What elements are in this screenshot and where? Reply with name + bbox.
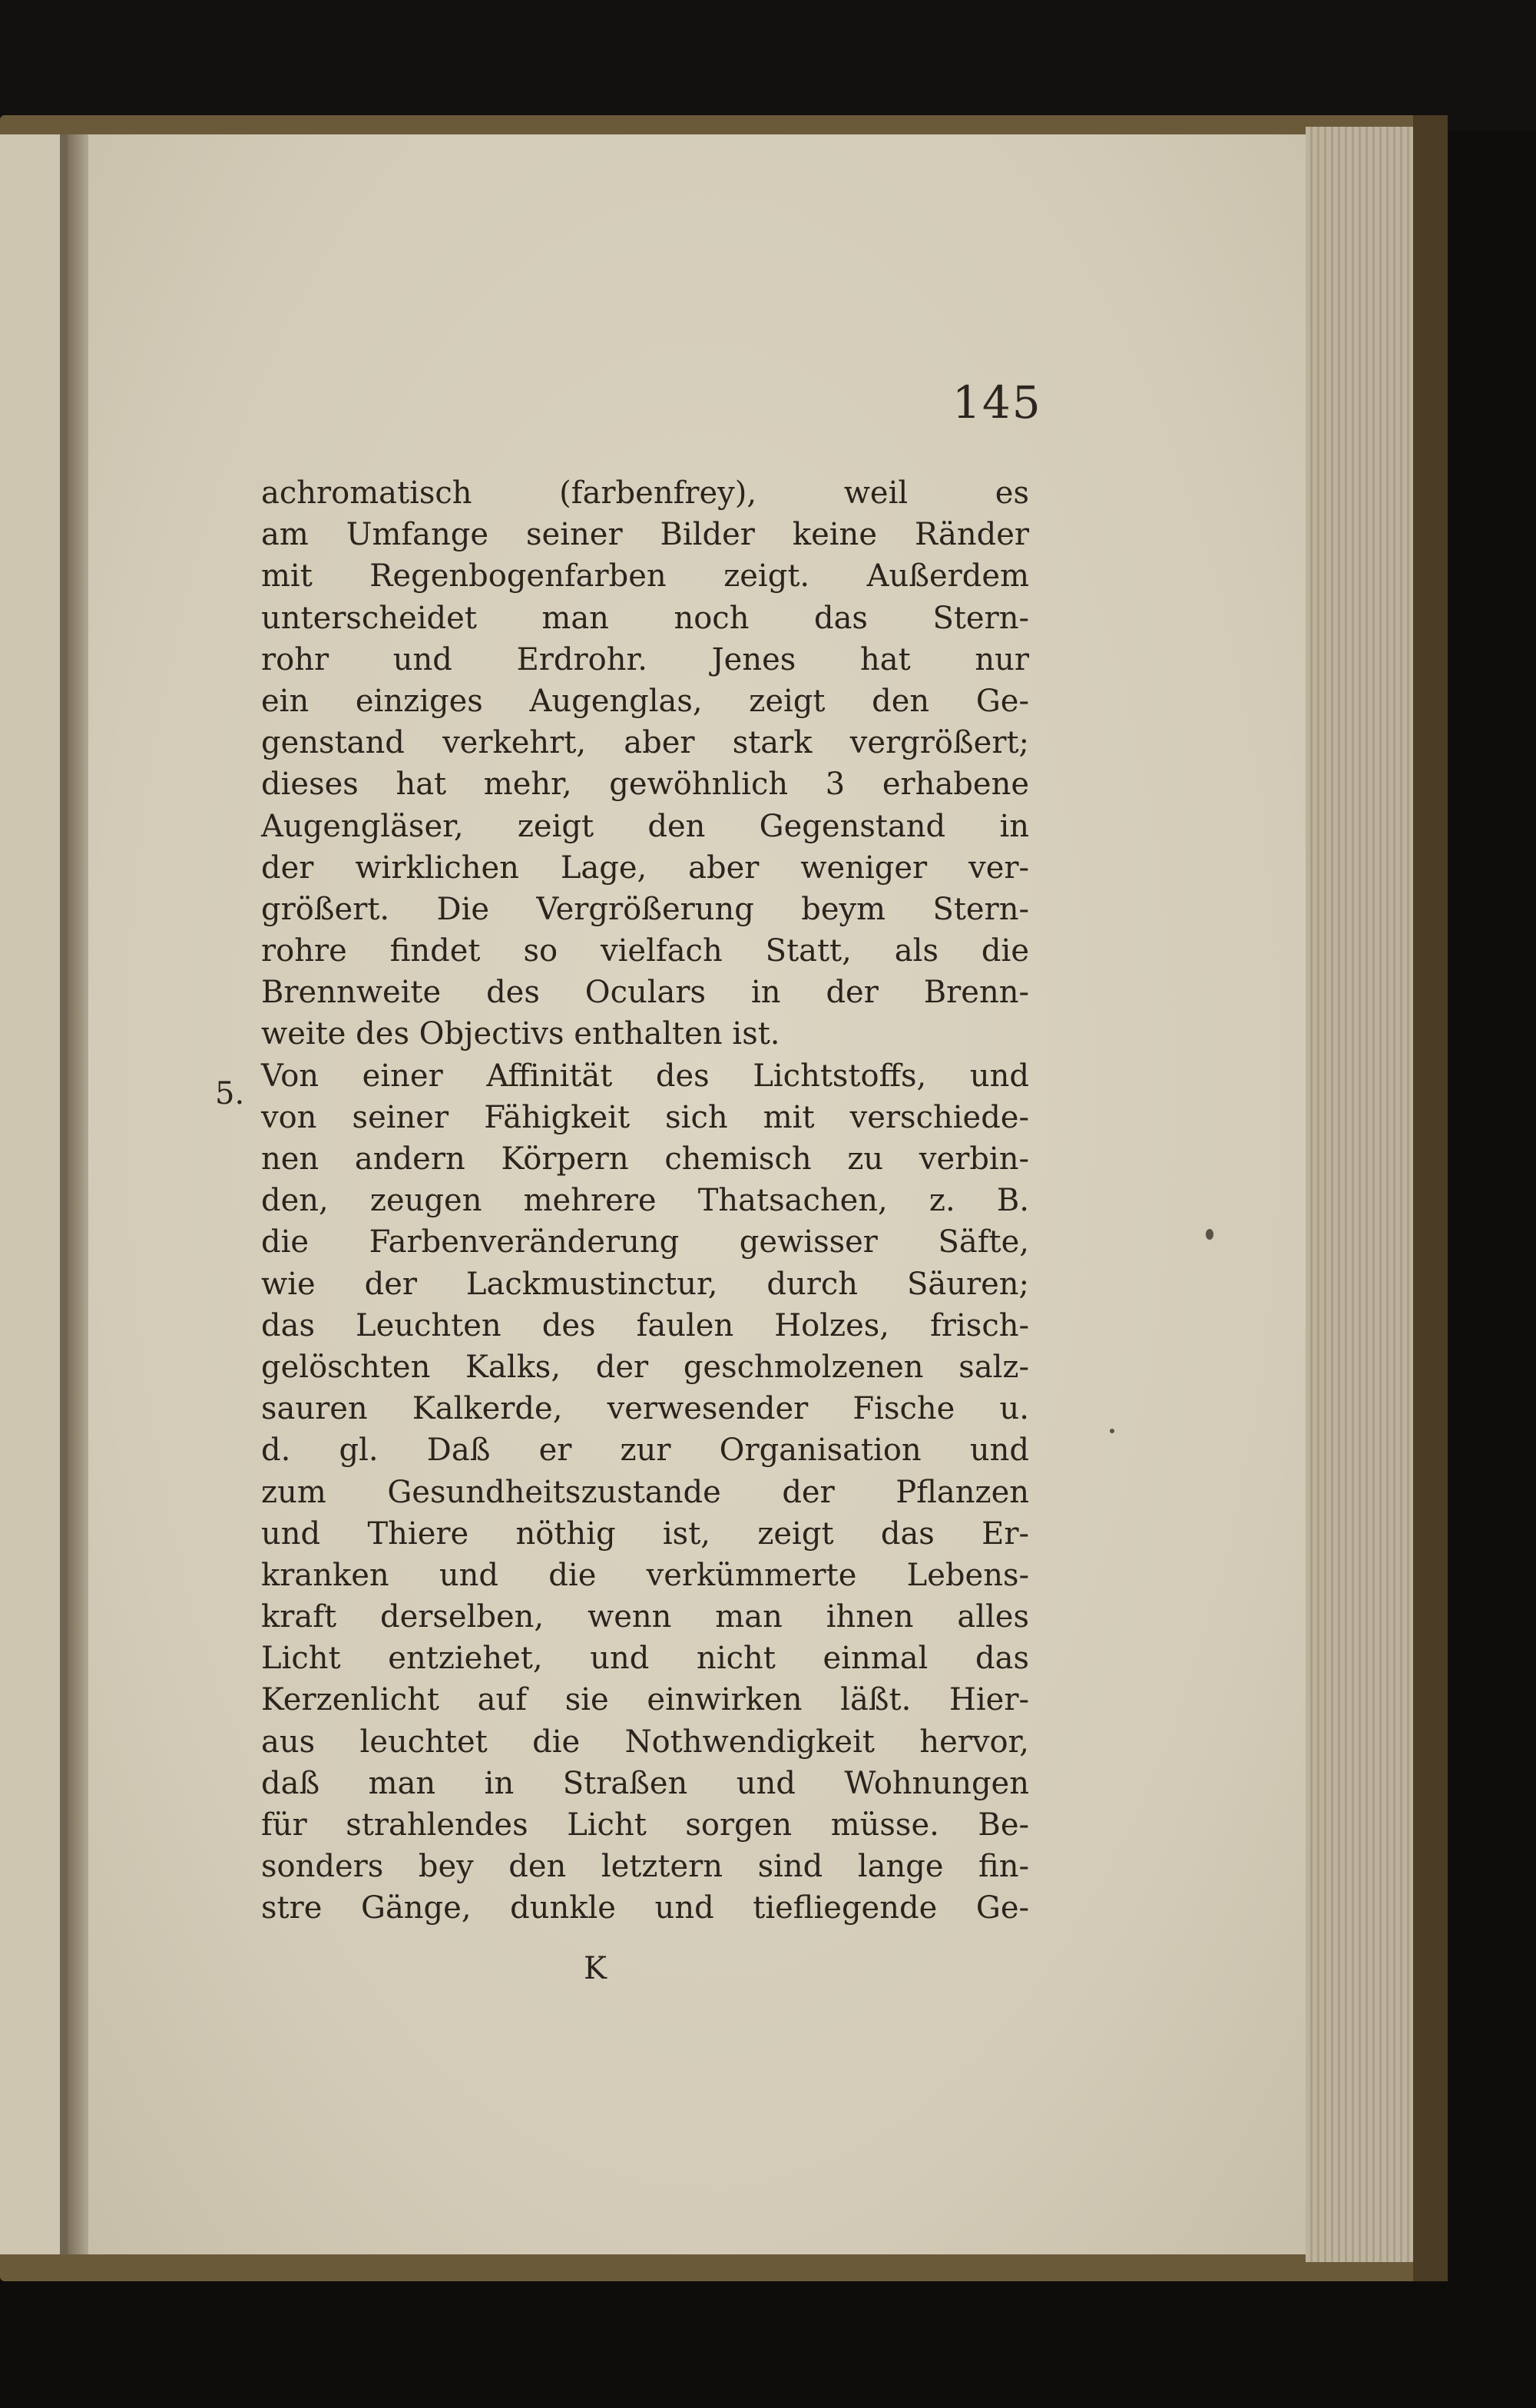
text-line: größert. Die Vergrößerung beym Stern- (261, 891, 1029, 927)
text-line: genstand verkehrt, aber stark vergrößert; (261, 725, 1029, 761)
text-line: kranken und die verkümmerte Lebens- (261, 1557, 1029, 1593)
dark-background (0, 0, 1536, 131)
paper-speck (1110, 1429, 1114, 1433)
left-page-sliver (0, 134, 68, 2254)
text-line: wie der Lackmustinctur, durch Säuren; (261, 1266, 1029, 1302)
text-line: sonders bey den letztern sind lange fin- (261, 1849, 1029, 1885)
paper-speck (1206, 1229, 1213, 1240)
list-marker: 5. (215, 1076, 245, 1111)
text-line: achromatisch (farbenfrey), weil es (261, 475, 1029, 511)
text-line: und Thiere nöthig ist, zeigt das Er- (261, 1515, 1029, 1552)
text-line: dieses hat mehr, gewöhnlich 3 erhabene (261, 767, 1029, 803)
page-number: 145 (952, 376, 1042, 429)
text-line: mit Regenbogenfarben zeigt. Außerdem (261, 558, 1029, 595)
catchword: K (584, 1951, 607, 1986)
binding-shadow (1413, 115, 1448, 2281)
text-line: Augengläser, zeigt den Gegenstand in (261, 808, 1029, 844)
text-line: sauren Kalkerde, verwesender Fische u. (261, 1391, 1029, 1427)
text-line: zum Gesundheitszustande der Pflanzen (261, 1474, 1029, 1510)
text-line: nen andern Körpern chemisch zu verbin- (261, 1141, 1029, 1177)
text-line: aus leuchtet die Nothwendigkeit hervor, (261, 1724, 1029, 1760)
text-line: d. gl. Daß er zur Organisation und (261, 1433, 1029, 1469)
page-gutter (68, 134, 91, 2254)
text-line: ein einziges Augenglas, zeigt den Ge- (261, 683, 1029, 719)
text-line: daß man in Straßen und Wohnungen (261, 1765, 1029, 1801)
text-line: unterscheidet man noch das Stern- (261, 600, 1029, 636)
text-line: Brennweite des Oculars in der Brenn- (261, 975, 1029, 1011)
page-stack-edge (1306, 127, 1421, 2262)
text-line: gelöschten Kalks, der geschmolzenen salz- (261, 1349, 1029, 1385)
body-text (261, 472, 1029, 1929)
text-line: für strahlendes Licht sorgen müsse. Be- (261, 1807, 1029, 1843)
text-line: den, zeugen mehrere Thatsachen, z. B. (261, 1183, 1029, 1219)
text-line: weite des Objectivs enthalten ist. (261, 1016, 780, 1052)
text-line: Kerzenlicht auf sie einwirken läßt. Hier- (261, 1682, 1029, 1718)
text-line: von seiner Fähigkeit sich mit verschiede- (261, 1099, 1029, 1135)
text-line: Licht entziehet, und nicht einmal das (261, 1641, 1029, 1677)
text-line: das Leuchten des faulen Holzes, frisch- (261, 1307, 1029, 1343)
text-line: stre Gänge, dunkle und tiefliegende Ge- (261, 1890, 1029, 1926)
text-line: Von einer Affinität des Lichtstoffs, und (261, 1058, 1029, 1094)
text-line: rohre findet so vielfach Statt, als die (261, 933, 1029, 969)
text-line: die Farbenveränderung gewisser Säfte, (261, 1224, 1029, 1260)
text-line: der wirklichen Lage, aber weniger ver- (261, 850, 1029, 886)
text-line: kraft derselben, wenn man ihnen alles (261, 1599, 1029, 1635)
text-line: am Umfange seiner Bilder keine Ränder (261, 517, 1029, 553)
text-line: rohr und Erdrohr. Jenes hat nur (261, 641, 1029, 677)
